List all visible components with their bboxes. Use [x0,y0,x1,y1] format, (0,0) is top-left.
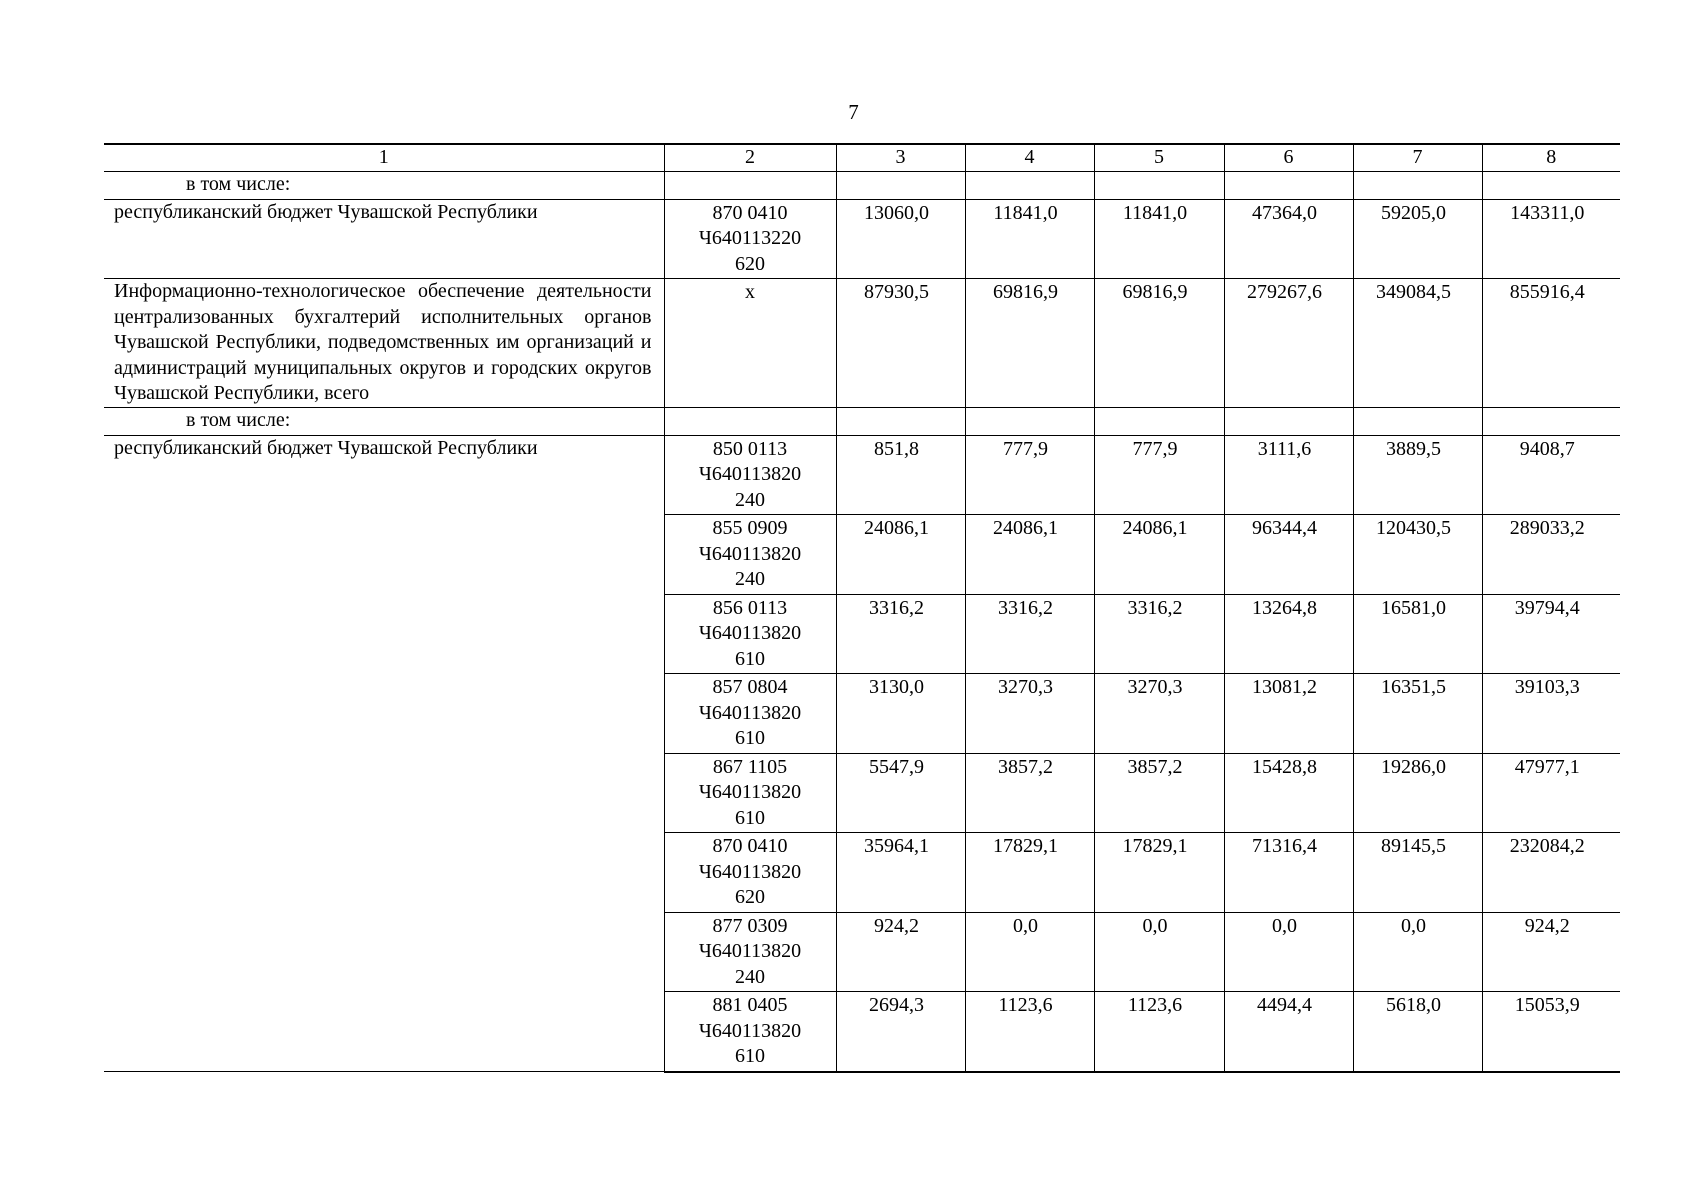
budget-table [104,143,1620,1073]
value-cell: 17829,1 [1094,833,1224,913]
value-cell [1482,171,1620,199]
value-cell: 96344,4 [1224,515,1353,595]
code-line: 610 [735,1045,765,1067]
column-header: 5 [1094,144,1224,171]
value-cell [1224,407,1353,435]
code-line: 610 [735,647,765,670]
value-cell [965,407,1094,435]
code-line: Ч640113820 [698,860,802,883]
code-line: Ч640113820 [698,542,802,565]
value-cell: 35964,1 [836,833,965,913]
value-cell: 3270,3 [1094,674,1224,754]
code-line: 620 [735,886,765,908]
code-line: Ч640113820 [698,1019,802,1042]
value-cell: 59205,0 [1353,199,1482,279]
code-line: 867 1105 [712,755,788,778]
page-number: 7 [848,100,859,124]
row-label: в том числе: [104,407,664,435]
budget-code [664,674,836,754]
value-cell: 924,2 [836,912,965,992]
value-cell: 2694,3 [836,992,965,1072]
code-line: 881 0405 [712,994,788,1016]
row-label: республиканский бюджет Чувашской Республики [104,435,664,1072]
value-cell [836,407,965,435]
value-cell: 3316,2 [1094,594,1224,674]
value-cell: 289033,2 [1482,515,1620,595]
code-line: Ч640113820 [698,701,802,724]
value-cell: 3316,2 [965,594,1094,674]
table-row [104,171,1620,199]
value-cell: 71316,4 [1224,833,1353,913]
code-line: Ч640113820 [698,781,802,803]
value-cell [1224,171,1353,199]
value-cell: 13060,0 [836,199,965,279]
value-cell [836,171,965,199]
value-cell: 69816,9 [1094,279,1224,408]
value-cell: 39794,4 [1482,594,1620,674]
value-cell: 16581,0 [1353,594,1482,674]
value-cell: 349084,5 [1353,279,1482,408]
code-line: 877 0309 [712,914,788,937]
value-cell: 15053,9 [1482,992,1620,1072]
code-line: 240 [735,568,765,590]
value-cell: 5547,9 [836,753,965,833]
value-cell: 279267,6 [1224,279,1353,408]
value-cell: 39103,3 [1482,674,1620,754]
column-header: 3 [836,144,965,171]
code-line: 610 [735,806,765,829]
value-cell: 24086,1 [965,515,1094,595]
value-cell: 15428,8 [1224,753,1353,833]
code-line: Ч640113220 [698,227,802,249]
value-cell: 3857,2 [965,753,1094,833]
code-line: 856 0113 [712,596,788,619]
value-cell: 13264,8 [1224,594,1353,674]
value-cell [1482,407,1620,435]
value-cell: 47364,0 [1224,199,1353,279]
code-line: 610 [735,727,765,749]
value-cell: 87930,5 [836,279,965,408]
code-line: 620 [735,252,765,275]
code-line: 240 [735,488,765,511]
budget-code [664,515,836,595]
column-header: 1 [104,144,664,171]
row-label: в том числе: [104,171,664,199]
value-cell: 924,2 [1482,912,1620,992]
value-cell: 777,9 [965,435,1094,515]
value-cell [1353,171,1482,199]
value-cell: 11841,0 [965,199,1094,279]
code-line: 850 0113 [712,437,788,460]
budget-code [664,753,836,833]
value-cell: 3316,2 [836,594,965,674]
code-line: Ч640113820 [698,622,802,644]
table-header-row [104,144,1620,171]
value-cell [1094,171,1224,199]
budget-code [664,912,836,992]
column-header: 2 [664,144,836,171]
column-header: 8 [1482,144,1620,171]
value-cell: 11841,0 [1094,199,1224,279]
value-cell: 89145,5 [1353,833,1482,913]
value-cell: 9408,7 [1482,435,1620,515]
value-cell: 1123,6 [965,992,1094,1072]
value-cell: 24086,1 [836,515,965,595]
code-line: x [745,281,755,303]
value-cell: 69816,9 [965,279,1094,408]
value-cell: 13081,2 [1224,674,1353,754]
code-line: 240 [735,965,765,988]
value-cell: 3111,6 [1224,435,1353,515]
budget-code [664,407,836,435]
value-cell: 143311,0 [1482,199,1620,279]
value-cell: 3889,5 [1353,435,1482,515]
code-line: Ч640113820 [698,940,802,962]
value-cell: 3857,2 [1094,753,1224,833]
value-cell: 4494,4 [1224,992,1353,1072]
table-row [104,199,1620,279]
column-header: 7 [1353,144,1482,171]
value-cell [965,171,1094,199]
budget-code [664,594,836,674]
value-cell [1353,407,1482,435]
code-line: Ч640113820 [698,463,802,485]
table-row [104,279,1620,408]
budget-code [664,833,836,913]
value-cell: 0,0 [1224,912,1353,992]
value-cell: 0,0 [965,912,1094,992]
budget-code [664,199,836,279]
row-label: республиканский бюджет Чувашской Республики [104,199,664,279]
column-header: 6 [1224,144,1353,171]
value-cell: 19286,0 [1353,753,1482,833]
value-cell [1094,407,1224,435]
code-line: 855 0909 [712,517,788,539]
table-row [104,407,1620,435]
value-cell: 5618,0 [1353,992,1482,1072]
code-line: 870 0410 [712,835,788,857]
value-cell: 17829,1 [965,833,1094,913]
value-cell: 16351,5 [1353,674,1482,754]
value-cell: 232084,2 [1482,833,1620,913]
column-header: 4 [965,144,1094,171]
value-cell: 851,8 [836,435,965,515]
row-label: Информационно-технологическое обеспечение деятельности централизованных бухгалтерий исполнительных органов Чувашской Республики, подведомственных им организаций и администраций муниципальных округов и городских округов Чувашской Республики, всего [104,279,664,408]
value-cell: 0,0 [1094,912,1224,992]
budget-code [664,992,836,1072]
value-cell: 3270,3 [965,674,1094,754]
value-cell: 777,9 [1094,435,1224,515]
budget-code [664,435,836,515]
budget-code [664,171,836,199]
value-cell: 855916,4 [1482,279,1620,408]
value-cell: 3130,0 [836,674,965,754]
budget-code [664,279,836,408]
value-cell: 1123,6 [1094,992,1224,1072]
table-row [104,435,1620,515]
value-cell: 47977,1 [1482,753,1620,833]
code-line: 870 0410 [712,201,788,224]
value-cell: 120430,5 [1353,515,1482,595]
code-line: 857 0804 [712,676,788,698]
value-cell: 0,0 [1353,912,1482,992]
value-cell: 24086,1 [1094,515,1224,595]
